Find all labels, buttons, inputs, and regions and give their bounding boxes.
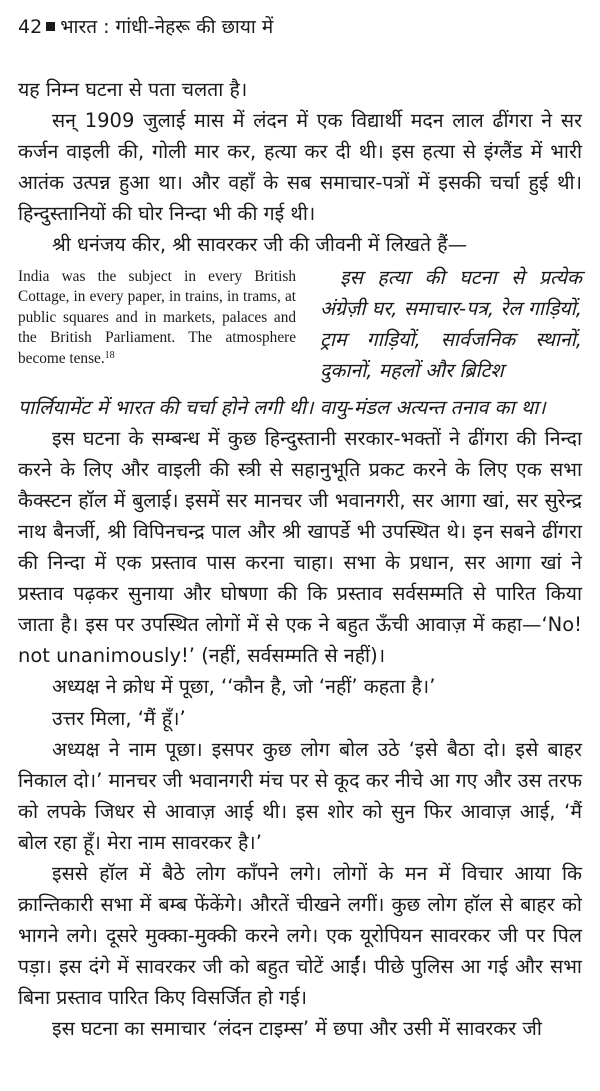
page-number: 42 xyxy=(18,16,43,38)
paragraph-4-continuation: पार्लियामेंट में भारत की चर्चा होने लगी थी। वायु-मंडल अत्यन्त तनाव का था। xyxy=(18,395,546,419)
paragraph-6: अध्यक्ष ने क्रोध में पूछा, ‘‘कौन है, जो ‘नहीं’ कहता है।’ xyxy=(52,675,436,699)
paragraph-3: श्री धनंजय कीर, श्री सावरकर जी की जीवनी में लिखते हैं— xyxy=(52,233,468,257)
running-header xyxy=(18,14,273,40)
paragraph-8: अध्यक्ष ने नाम पूछा। इसपर कुछ लोग बोल उठे ‘इसे बैठा दो। इसे बाहर निकाल दो।’ मानचर जी भवानगरी मंच पर से कूद कर नीचे आ गए और उस तरफ को लपके जिधर से आवाज़ आई थी। इस शोर को सुन फिर आवाज़ आई, ‘मैं बोल रहा हूँ। मेरा नाम सावरकर है।’ xyxy=(18,737,582,854)
paragraph-10: इस घटना का समाचार ‘लंदन टाइम्स’ में छपा और उसी में सावरकर जी xyxy=(52,1017,542,1041)
running-title: भारत : गांधी-नेहरू की छाया में xyxy=(60,16,274,38)
hindi-quote xyxy=(320,262,582,386)
quote-block xyxy=(18,267,582,392)
paragraph-5: इस घटना के सम्बन्ध में कुछ हिन्दुस्तानी सरकार-भक्तों ने ढींगरा की निन्दा करने के लिए और वाइली की स्त्री से सहानुभूति प्रकट करने के लिए एक सभा कैक्स्टन हॉल में बुलाई। इसमें सर मानचर जी भवानगरी, सर आगा खां, सर सुरेन्द्र नाथ बैनर्जी, श्री विपिनचन्द्र पाल और श्री खापर्डे भी उपस्थित थे। इन सबने ढींगरा की निन्दा में एक प्रस्ताव पास करना चाहा। सभा के प्रधान, सर आगा खां ने प्रस्ताव पढ़कर सुनाया और घोषणा की कि प्रस्ताव सर्वसम्मति से पारित किया जाता है। इस पर उपस्थित लोगों में से एक ने बहुत ऊँची आवाज़ में कहा—‘No! not unanimously!’ (नहीं, सर्वसम्मति से नहीं)। xyxy=(18,426,582,668)
footnote-ref: 18 xyxy=(104,349,115,361)
paragraph-7: उत्तर मिला, ‘मैं हूँ।’ xyxy=(52,706,186,730)
hindi-quote-text: इस हत्या की घटना से प्रत्येक अंग्रेज़ी घर, समाचार-पत्र, रेल गाड़ियों, ट्राम गाड़ियों, सार्वजनिक स्थानों, दुकानों, महलों और ब्रिटिश xyxy=(320,265,582,382)
square-bullet-icon xyxy=(46,22,55,31)
paragraph-9: इससे हॉल में बैठे लोग काँपने लगे। लोगों के मन में विचार आया कि क्रान्तिकारी सभा में बम्ब फेंकेंगे। औरतें चीखने लगीं। कुछ लोग हॉल से बाहर को भागने लगे। दूसरे मुक्का-मुक्की करने लगे। एक यूरोपियन सावरकर जी पर पिल पड़ा। इस दंगे में सावरकर जी को बहुत चोटें आईं। पीछे पुलिस आ गई और सभा बिना प्रस्ताव पारित किए विसर्जित हो गई। xyxy=(18,861,582,1010)
english-quote-text: India was the subject in every British Cottage, in every paper, in trains, in trams, at public squares and in markets, palaces and the British Parliament. The atmosphere become tense. xyxy=(18,267,296,367)
paragraph-2: सन् 1909 जुलाई मास में लंदन में एक विद्यार्थी मदन लाल ढींगरा ने सर कर्जन वाइली की, गोली मार कर, हत्या कर दी थी। इस हत्या से इंग्लैंड में भारी आतंक उत्पन्न हुआ था। और वहाँ के सब समाचार-पत्रों में इसकी चर्चा हुई थी। हिन्दुस्तानियों की घोर निन्दा भी की गई थी। xyxy=(18,109,582,226)
body-text xyxy=(18,74,582,1045)
paragraph-1: यह निम्न घटना से पता चलता है। xyxy=(18,78,248,101)
english-quote xyxy=(18,267,296,370)
